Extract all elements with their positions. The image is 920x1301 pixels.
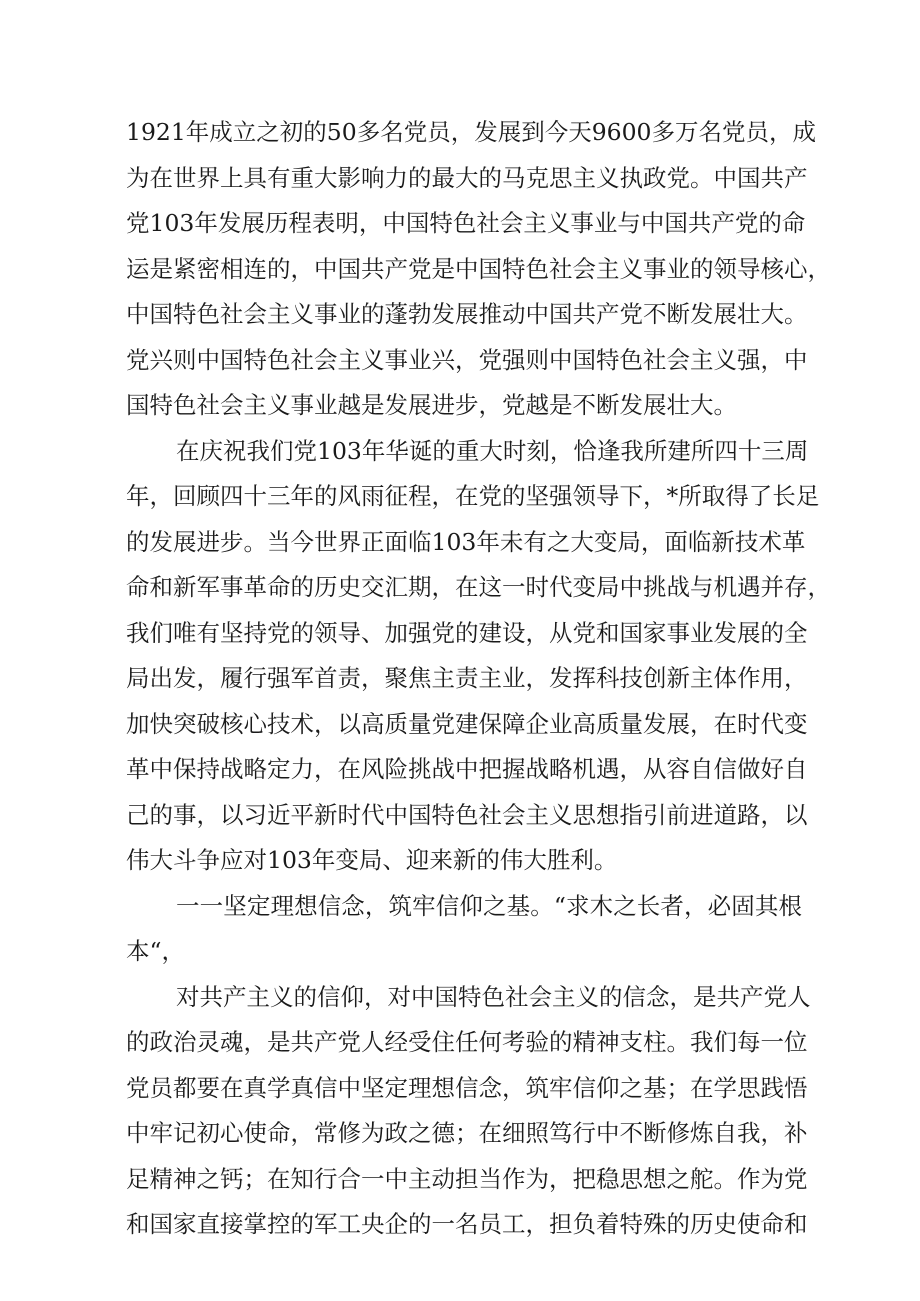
text-line: 伟大斗争应对103年变局、迎来新的伟大胜利。 xyxy=(126,846,618,874)
text-line: 中国特色社会主义事业的蓬勃发展推动中国共产党不断发展壮大。 xyxy=(126,300,808,328)
text-line: 加快突破核心技术，以高质量党建保障企业高质量发展，在时代变 xyxy=(126,709,808,738)
text-line: 党兴则中国特色社会主义事业兴，党强则中国特色社会主义强，中 xyxy=(126,345,808,374)
text-line: 本“， xyxy=(126,937,186,965)
section-heading-line: 一一坚定理想信念，筑牢信仰之基。“求木之长者，必固其根 xyxy=(176,891,802,920)
body-text xyxy=(126,110,831,1248)
text-line: 的发展进步。当今世界正面临103年未有之大变局，面临新技术革 xyxy=(126,527,806,556)
text-line: 局出发，履行强军首责，聚焦主责主业，发挥科技创新主体作用， xyxy=(126,664,808,692)
text-line: 国特色社会主义事业越是发展进步，党越是不断发展壮大。 xyxy=(126,391,737,419)
text-line: 己的事，以习近平新时代中国特色社会主义思想指引前进道路，以 xyxy=(126,800,808,829)
text-line: 党员都要在真学真信中坚定理想信念，筑牢信仰之基；在学思践悟 xyxy=(126,1073,808,1102)
text-line: 足精神之钙；在知行合一中主动担当作为，把稳思想之舵。作为党 xyxy=(126,1164,808,1193)
text-line: 的政治灵魂，是共产党人经受住任何考验的精神支柱。我们每一位 xyxy=(126,1028,808,1056)
text-line: 和国家直接掌控的军工央企的一名员工，担负着特殊的历史使命和 xyxy=(126,1210,808,1238)
text-line: 我们唯有坚持党的领导、加强党的建设，从党和国家事业发展的全 xyxy=(126,618,808,647)
text-line: 党103年发展历程表明，中国特色社会主义事业与中国共产党的命 xyxy=(126,209,806,237)
text-line: 运是紧密相连的，中国共产党是中国特色社会主义事业的领导核心， xyxy=(126,254,831,283)
text-line: 中牢记初心使命，常修为政之德；在细照笃行中不断修炼自我，补 xyxy=(126,1119,808,1147)
paragraph-start-line: 对共产主义的信仰，对中国特色社会主义的信念，是共产党人 xyxy=(176,982,811,1011)
text-line: 年，回顾四十三年的风雨征程，在党的坚强领导下，*所取得了长足 xyxy=(126,482,820,510)
text-line: 1921年成立之初的50多名党员，发展到今天9600多万名党员，成 xyxy=(126,118,817,146)
text-line: 命和新军事革命的历史交汇期，在这一时代变局中挑战与机遇并存， xyxy=(126,573,831,601)
text-line: 革中保持战略定力，在风险挑战中把握战略机遇，从容自信做好自 xyxy=(126,755,808,783)
paragraph-start-line: 在庆祝我们党103年华诞的重大时刻，恰逢我所建所四十三周 xyxy=(176,436,809,465)
text-line: 为在世界上具有重大影响力的最大的马克思主义执政党。中国共产 xyxy=(126,163,808,192)
